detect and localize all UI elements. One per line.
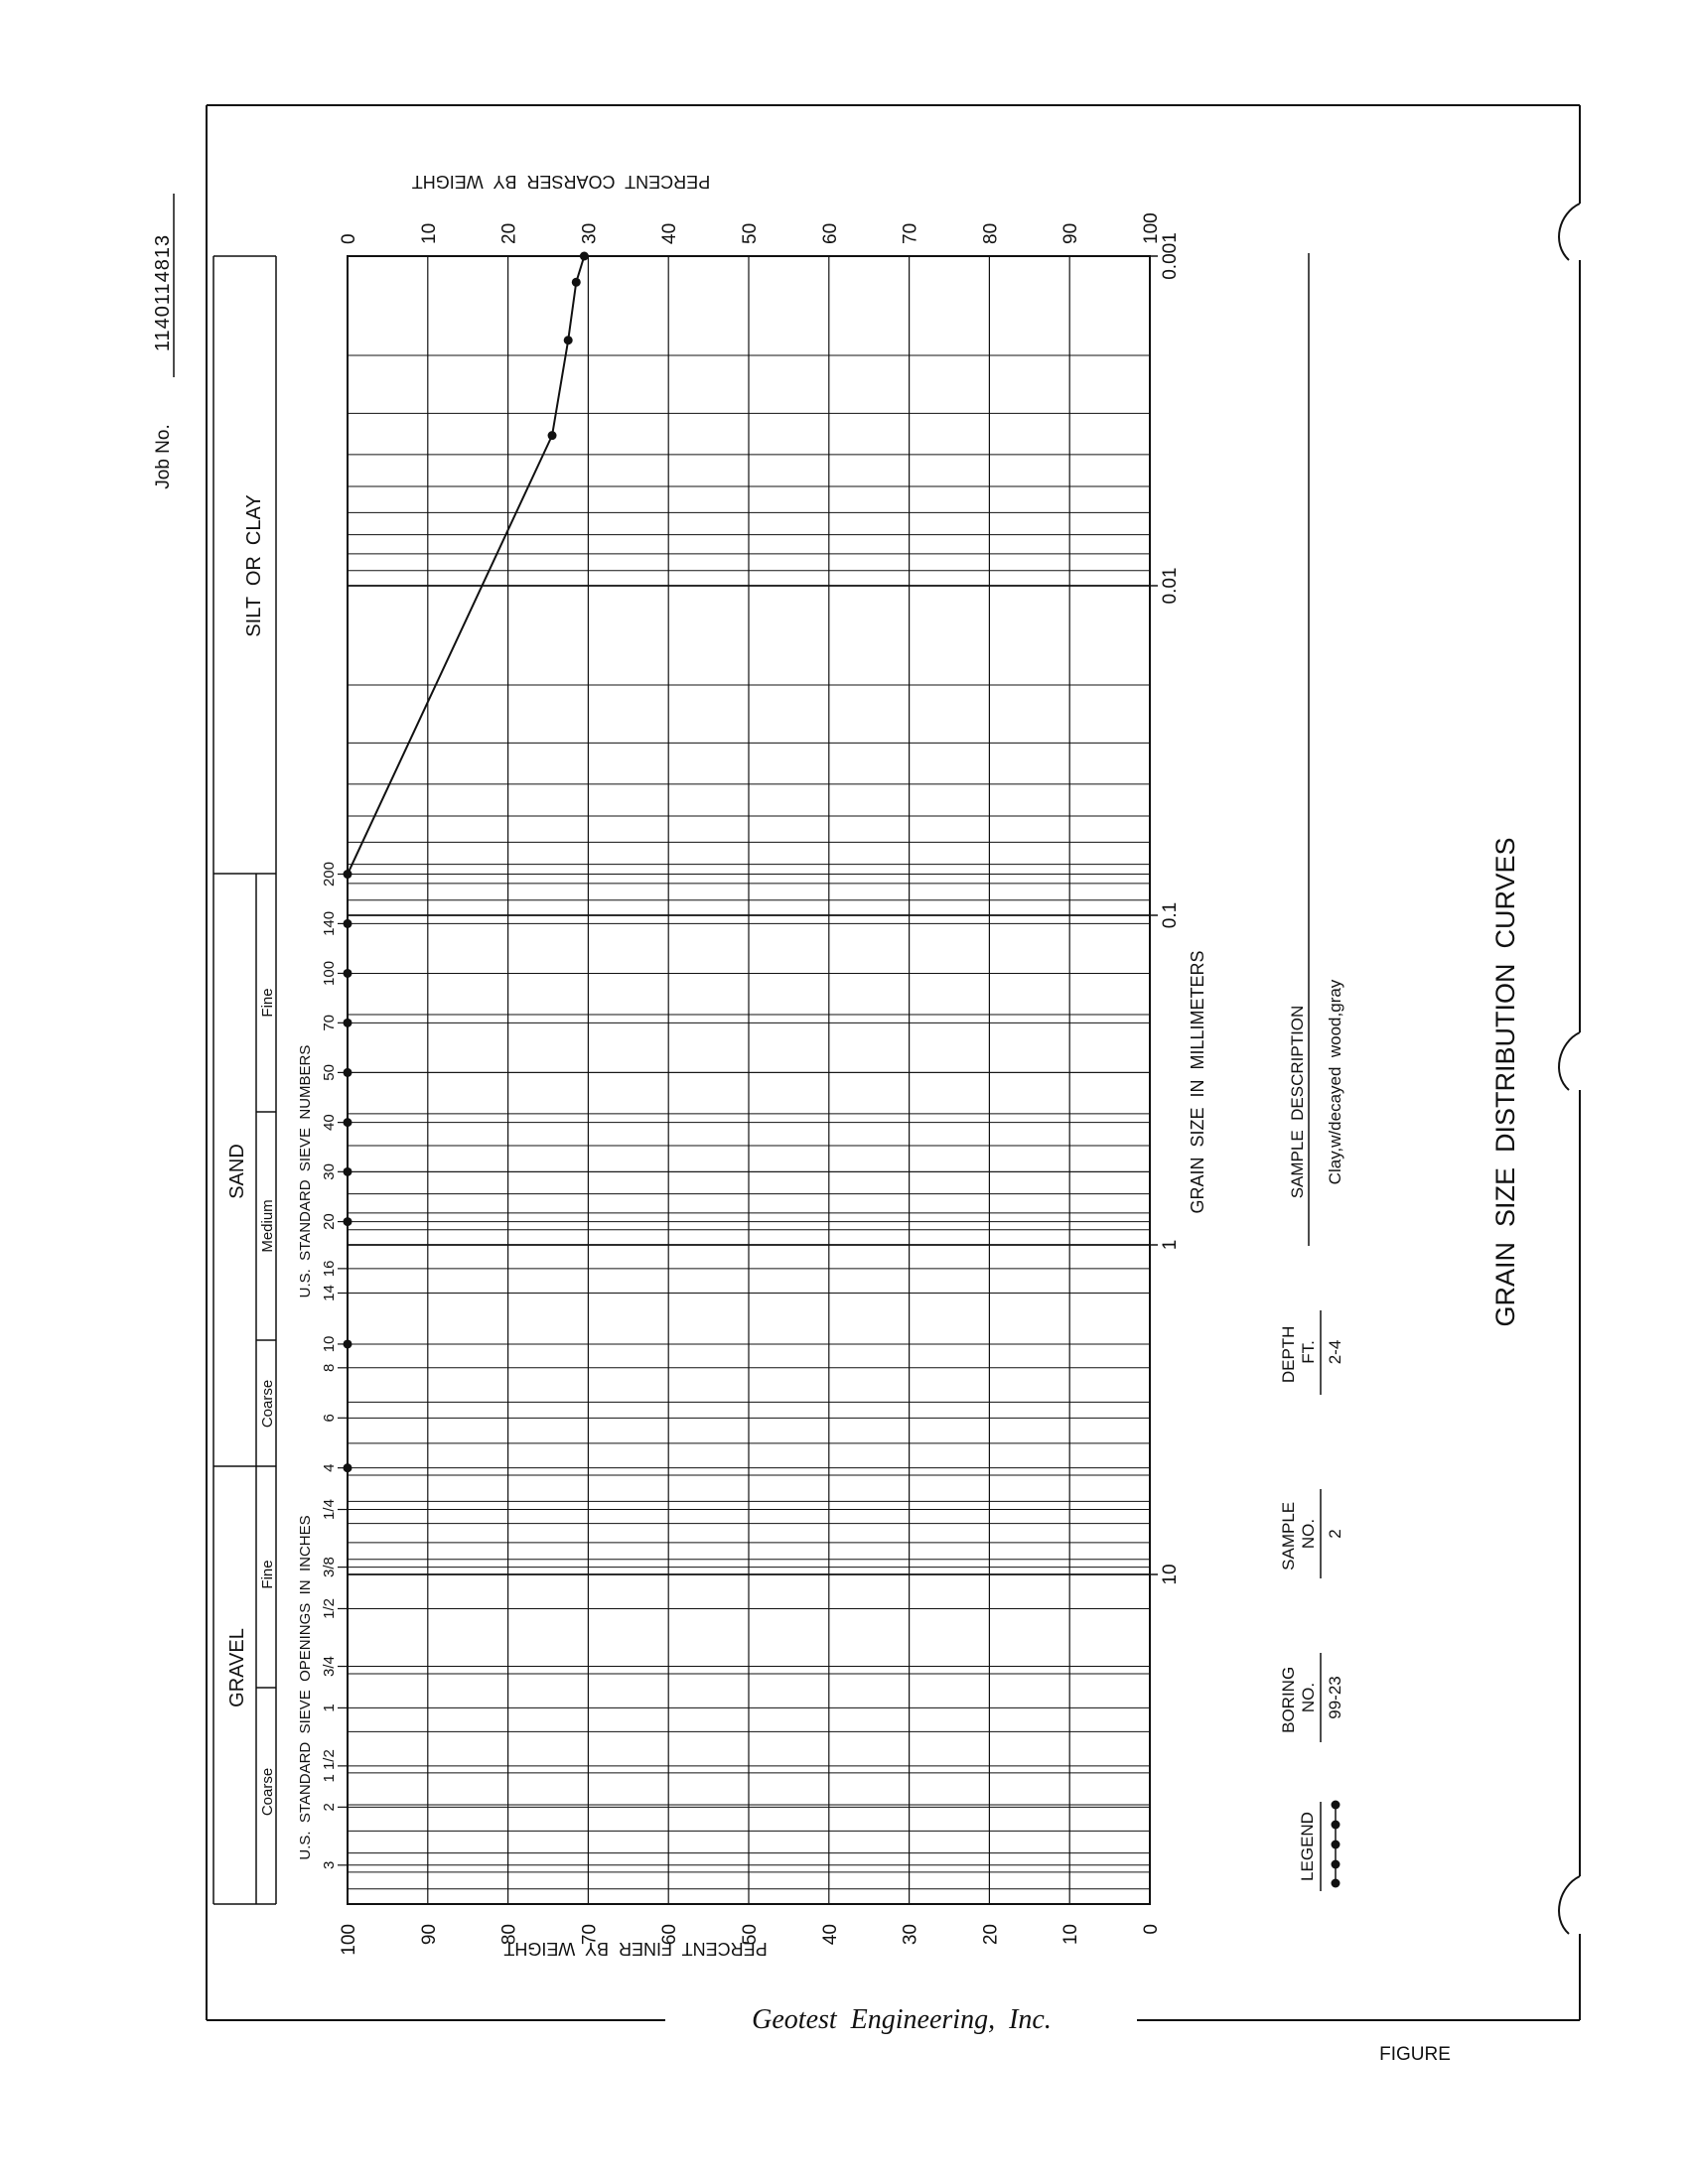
sand-fine-label: Fine <box>259 988 276 1018</box>
sieve-inch-label: 3/4 <box>321 1656 338 1677</box>
sieve-inch-label: 3/8 <box>321 1557 338 1578</box>
y-tick-label: 40 <box>819 1924 841 1946</box>
depth-header: DEPTH FT. <box>1279 1325 1318 1384</box>
sheet-border <box>207 105 1580 2020</box>
legend-header: LEGEND <box>1298 1812 1317 1881</box>
y-tick-label: 60 <box>659 1924 681 1946</box>
data-point <box>572 278 581 287</box>
data-point <box>580 252 589 261</box>
gravel-fine-label: Fine <box>259 1560 276 1589</box>
sieve-number-label: 30 <box>321 1163 338 1180</box>
y2-tick-label: 60 <box>819 222 841 244</box>
data-point <box>564 336 573 344</box>
y2-tick-label: 70 <box>900 222 921 244</box>
data-point <box>344 919 352 928</box>
x-tick-label: 10 <box>1160 1564 1181 1585</box>
boring-number: 99-23 <box>1326 1676 1344 1719</box>
depth-value: 2-4 <box>1326 1339 1344 1365</box>
chart-series <box>344 252 589 1473</box>
silt-or-clay-label: SILT OR CLAY <box>243 494 265 637</box>
sample-description: Clay,w/decayed wood,gray <box>1326 979 1344 1185</box>
gravel-label: GRAVEL <box>226 1628 248 1707</box>
sieve-number-label: 8 <box>321 1363 338 1372</box>
sieve-marks <box>321 862 348 1869</box>
y-tick-label: 70 <box>579 1924 601 1946</box>
sample-number: 2 <box>1326 1529 1344 1539</box>
y-tick-label: 10 <box>1060 1924 1082 1946</box>
data-point <box>344 1463 352 1472</box>
x-tick-label: 0.1 <box>1160 901 1181 929</box>
sieve-number-label: 4 <box>321 1463 338 1472</box>
data-point <box>344 1217 352 1226</box>
y-tick-label: 80 <box>498 1924 520 1946</box>
sieve-inch-label: 1/4 <box>321 1499 338 1520</box>
sieve-number-label: 6 <box>321 1414 338 1423</box>
boring-header: BORING NO. <box>1279 1666 1318 1733</box>
y2-tick-label: 20 <box>498 222 520 244</box>
sieve-numbers-title: U.S. STANDARD SIEVE NUMBERS <box>297 1044 314 1298</box>
sand-label: SAND <box>226 1144 248 1199</box>
job-number-label: Job No. <box>153 424 174 489</box>
y2-tick-label: 30 <box>579 222 601 244</box>
sieve-number-label: 14 <box>321 1285 338 1301</box>
y-tick-label: 50 <box>740 1924 761 1946</box>
y2-tick-label: 10 <box>418 222 440 244</box>
y-axis-title: PERCENT FINER BY WEIGHT <box>503 1939 768 1959</box>
sieve-inch-label: 1 1/2 <box>321 1749 338 1783</box>
data-point <box>344 1019 352 1027</box>
y2-tick-label: 100 <box>1141 212 1162 244</box>
chart-tick-labels <box>339 212 1181 1955</box>
x-tick-label: 0.001 <box>1160 232 1181 280</box>
data-point <box>344 1167 352 1176</box>
sieve-inch-label: 1/2 <box>321 1598 338 1619</box>
legend-marker <box>1332 1801 1340 1888</box>
data-point <box>344 1339 352 1348</box>
sieve-number-label: 70 <box>321 1014 338 1031</box>
x-axis-title: GRAIN SIZE IN MILLIMETERS <box>1188 950 1207 1214</box>
gravel-coarse-label: Coarse <box>259 1767 276 1817</box>
sand-coarse-label: Coarse <box>259 1379 276 1429</box>
x-tick-label: 0.01 <box>1160 567 1181 605</box>
y-tick-label: 0 <box>1141 1924 1162 1935</box>
y2-axis-title: PERCENT COARSER BY WEIGHT <box>411 172 711 192</box>
sieve-number-label: 50 <box>321 1064 338 1081</box>
sieve-number-label: 100 <box>321 960 338 986</box>
chart-title: GRAIN SIZE DISTRIBUTION CURVES <box>1490 837 1520 1327</box>
company-name: Geotest Engineering, Inc. <box>752 2004 1052 2035</box>
y-tick-label: 20 <box>980 1924 1002 1946</box>
x-tick-label: 1 <box>1160 1239 1181 1251</box>
sieve-inch-label: 2 <box>321 1803 338 1812</box>
y-tick-label: 100 <box>339 1924 359 1956</box>
data-point <box>344 870 352 879</box>
y2-tick-label: 40 <box>659 222 681 244</box>
sieve-number-label: 16 <box>321 1260 338 1278</box>
data-point <box>548 431 557 440</box>
y-tick-label: 90 <box>418 1924 440 1946</box>
sieve-number-label: 20 <box>321 1213 338 1230</box>
sample-no-header: SAMPLE NO. <box>1279 1501 1318 1570</box>
sieve-inches-title: U.S. STANDARD SIEVE OPENINGS IN INCHES <box>297 1515 314 1860</box>
y2-tick-label: 50 <box>740 222 761 244</box>
data-point <box>344 969 352 978</box>
sieve-number-label: 10 <box>321 1335 338 1353</box>
legend-table <box>1279 253 1344 1891</box>
y2-tick-label: 80 <box>980 222 1002 244</box>
sieve-number-label: 200 <box>321 862 338 887</box>
sieve-number-label: 140 <box>321 910 338 936</box>
sand-medium-label: Medium <box>259 1199 276 1253</box>
chart-grid <box>348 256 1150 1904</box>
y2-tick-label: 0 <box>339 233 359 244</box>
y2-tick-label: 90 <box>1060 222 1082 244</box>
data-point <box>344 1118 352 1127</box>
job-number: 1140114813 <box>152 233 174 352</box>
sieve-inch-label: 1 <box>321 1704 338 1712</box>
y-tick-label: 30 <box>900 1924 921 1946</box>
sieve-inch-label: 3 <box>321 1860 338 1869</box>
data-point <box>344 1068 352 1077</box>
sieve-number-label: 40 <box>321 1114 338 1131</box>
sample-description-header: SAMPLE DESCRIPTION <box>1288 1005 1307 1199</box>
figure-label: FIGURE <box>1379 2044 1451 2065</box>
